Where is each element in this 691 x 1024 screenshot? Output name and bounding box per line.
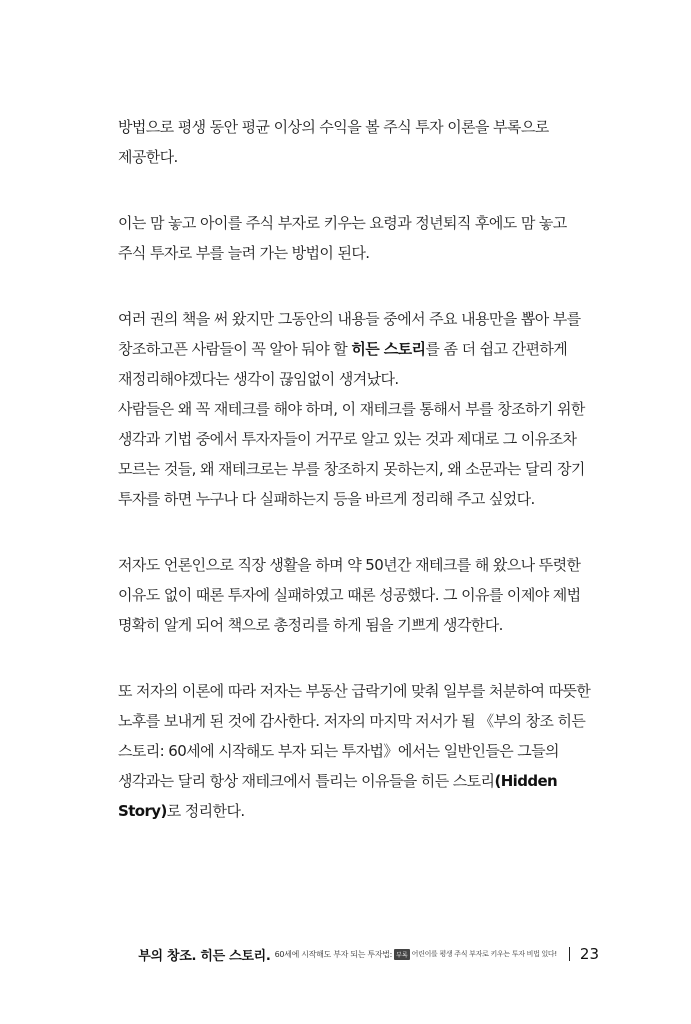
page-number: 23 bbox=[579, 945, 599, 963]
page-footer bbox=[120, 942, 599, 966]
footer-subtitle-2: 어린이를 평생 주식 부자로 키우는 투자 비법 있다! bbox=[411, 950, 557, 958]
paragraph-2: 이는 맘 놓고 아이를 주식 부자로 키우는 요령과 정년퇴직 후에도 맘 놓고 주식 투자로 부를 늘려 가는 방법이 된다. bbox=[118, 214, 567, 262]
page-body bbox=[118, 112, 598, 826]
paragraph-1: 방법으로 평생 동안 평균 이상의 수익을 볼 주식 투자 이론을 부록으로 제공한다. bbox=[118, 118, 549, 166]
footer-subtitle: 60세에 시작해도 부자 되는 투자법: bbox=[274, 949, 393, 959]
paragraph-5: 저자도 언론인으로 직장 생활을 하며 약 50년간 재테크를 해 왔으나 뚜렷한 이유도 없이 때론 투자에 실패하였고 때론 성공했다. 그 이유를 이제야 제법 명확히 알게 되어 책으로 총정리를 하게 됨을 기쁘게 생각한다. bbox=[118, 556, 581, 634]
footer-series-title: 부의 창조. 히든 스토리. bbox=[138, 948, 271, 964]
paragraph-6: 또 저자의 이론에 따라 저자는 부동산 급락기에 맞춰 일부를 처분하여 따뜻한 노후를 보내게 된 것에 감사한다. 저자의 마지막 저서가 될 《부의 창조 히든 스토리: 60세에 시작해도 부자 되는 투자법》에서는 일반인들은 그들의 생각과는 달리 항상 재테크에서 틀리는 이유들을 히든 스토리(Hidden Story)로 정리한다. bbox=[118, 682, 591, 820]
emphasis-hidden-story-english: (Hidden Story) bbox=[118, 772, 558, 820]
emphasis-hidden-story: 히든 스토리 bbox=[351, 340, 426, 358]
paragraph-3: 여러 권의 책을 써 왔지만 그동안의 내용들 중에서 주요 내용만을 뽑아 부를 창조하고픈 사람들이 꼭 알아 둬야 할 히든 스토리를 좀 더 쉽고 간편하게 재정리해야겠다는 생각이 끊임없이 생겨났다. bbox=[118, 310, 581, 388]
paragraph-4: 사람들은 왜 꼭 재테크를 해야 하며, 이 재테크를 통해서 부를 창조하기 위한 생각과 기법 중에서 투자자들이 거꾸로 알고 있는 것과 제대로 그 이유조차 모르는 것들, 왜 재테크로는 부를 창조하지 못하는지, 왜 소문과는 달리 장기 투자를 하면 누구나 다 실패하는지 등을 바르게 정리해 주고 싶었다. bbox=[118, 400, 585, 508]
footer-divider bbox=[569, 947, 570, 961]
footer-badge: 부록 bbox=[394, 949, 410, 960]
